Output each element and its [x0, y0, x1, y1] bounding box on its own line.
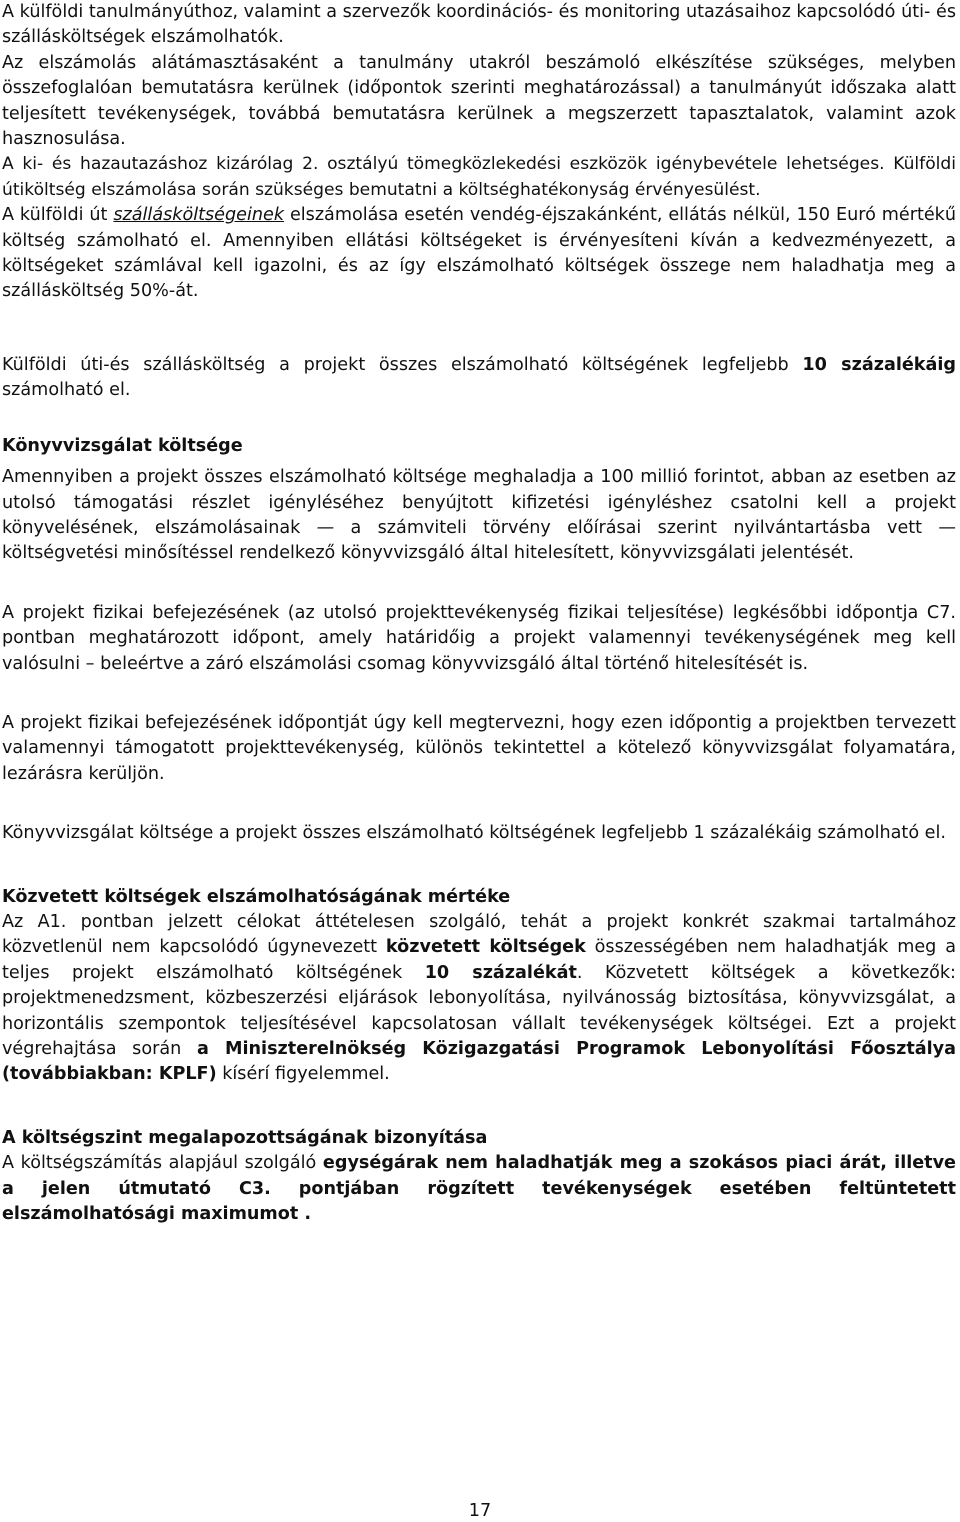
paragraph-text: A költségszámítás alapjául szolgáló [2, 1153, 323, 1174]
heading-audit-cost: Könyvvizsgálat költsége [2, 435, 243, 456]
paragraph-transport-class: A ki- és hazautazáshoz kizárólag 2. osztályú tömegközlekedési eszközök igénybevétele lehetséges. Külföldi útiköltség elszámolása során szükséges bemutatni a költséghatékonyság érvényesülést. [2, 154, 956, 200]
paragraph-travel-limit [2, 353, 956, 404]
paragraph-text: összességében nem haladhatják meg a teljes projekt elszámolható költségének [2, 937, 956, 983]
paragraph-unit-prices [2, 1151, 956, 1227]
bold-unit-prices: egységárak nem haladhatják meg a szokásos piaci árát, illetve a jelen útmutató C3. pontjában rögzített tevékenységek esetében feltüntetett elszámolhatósági maximumot . [2, 1153, 956, 1225]
paragraph-audit-requirement: Amennyiben a projekt összes elszámolható költsége meghaladja a 100 millió forintot, abban az esetben az utolsó támogatási részlet igényléséhez benyújtott kifizetési igényléshez csatolni kell a projekt könyvelésének, elszámolásainak — a számviteli törvény előírásai szerint nyilvántartásba vett — költségvetési minősítéssel rendelkező könyvvizsgáló által hitelesített, könyvvizsgálati jelentését. [2, 467, 956, 564]
bold-kplf: a Miniszterelnökség Közigazgatási Programok Lebonyolítási Főosztálya (továbbiakban: KPLF) [2, 1039, 956, 1085]
paragraph-text: kísérí figyelemmel. [216, 1064, 390, 1085]
paragraph-text: számolható el. [2, 380, 131, 401]
paragraph-audit-limit: Könyvvizsgálat költsége a projekt összes elszámolható költségének legfeljebb 1 százalékáig számolható el. [2, 823, 946, 844]
paragraph-text: Külföldi úti-és szállásköltség a projekt összes elszámolható költségének legfeljebb [2, 354, 803, 375]
heading-indirect-costs: Közvetett költségek elszámolhatóságának mértéke [2, 886, 511, 907]
document-body [2, 0, 956, 1227]
paragraph-text: A külföldi út [2, 205, 114, 226]
bold-ten-percent: 10 százalékát [424, 962, 577, 983]
bold-percentage: 10 százalékáig [802, 354, 956, 375]
paragraph-completion-planning: A projekt fizikai befejezésének időpontját úgy kell megtervezni, hogy ezen időpontig a projektben tervezett valamennyi támogatott projekttevékenység, különös tekintettel a kötelező könyvvizsgálat folyamatára, lezárásra kerüljön. [2, 712, 956, 784]
bold-indirect-costs: közvetett költségek [385, 937, 586, 958]
paragraph-text: elszámolása esetén vendég-éjszakánként, ellátás nélkül, 150 Euró mértékű költség számolható el. Amennyiben ellátási költségeket is érvényesíteni kíván a kedvezményezett, a költségeket számlával kell igazolni, és az így elszámolható költségek összege nem haladhatja meg a szállásköltség 50%-át. [2, 205, 957, 302]
paragraph-indirect-costs [2, 910, 956, 1088]
paragraph-report-requirement: Az elszámolás alátámasztásaként a tanulmány utakról beszámoló elkészítése szükséges, melyben összefoglalóan bemutatásra kerülnek (időpontok szerinti meghatározással) a tanulmányút időszaka alatt teljesített tevékenységek, továbbá bemutatásra kerülnek a megszerzett tapasztalatok, valamint azok hasznosulása. [2, 52, 956, 150]
paragraph-physical-completion: A projekt fizikai befejezésének (az utolsó projekttevékenység fizikai teljesítése) legkésőbbi időpontja C7. pontban meghatározott időpont, amely határidőig a projekt valamennyi tevékenységének meg kell valósulni – beleértve a záró elszámolási csomag könyvvizsgáló által történő hitelesítését is. [2, 602, 956, 674]
page-number: 17 [468, 1501, 492, 1521]
heading-cost-level: A költségszint megalapozottságának bizonyítása [2, 1127, 488, 1148]
paragraph-accommodation-costs [2, 203, 956, 305]
emphasis-accommodation: szállásköltségeinek [113, 205, 285, 226]
paragraph-text: . Közvetett költségek a következők: projektmenedzsment, közbeszerzési eljárások lebonyolítása, nyilvánosság biztosítása, könyvvizsgálat, a horizontális szempontok teljesítésével kapcsolatosan vállalt tevékenységek költségei. Ezt a projekt végrehajtása során [2, 962, 956, 1059]
paragraph-study-trip-costs: A külföldi tanulmányúthoz, valamint a szervezők koordinációs- és monitoring utazásaihoz kapcsolódó úti- és szállásköltségek elszámolhatók. [2, 2, 956, 48]
paragraph-text: Az A1. pontban jelzett célokat áttételesen szolgáló, tehát a projekt konkrét szakmai tartalmához közvetlenül nem kapcsolódó úgynevezett [2, 911, 956, 958]
